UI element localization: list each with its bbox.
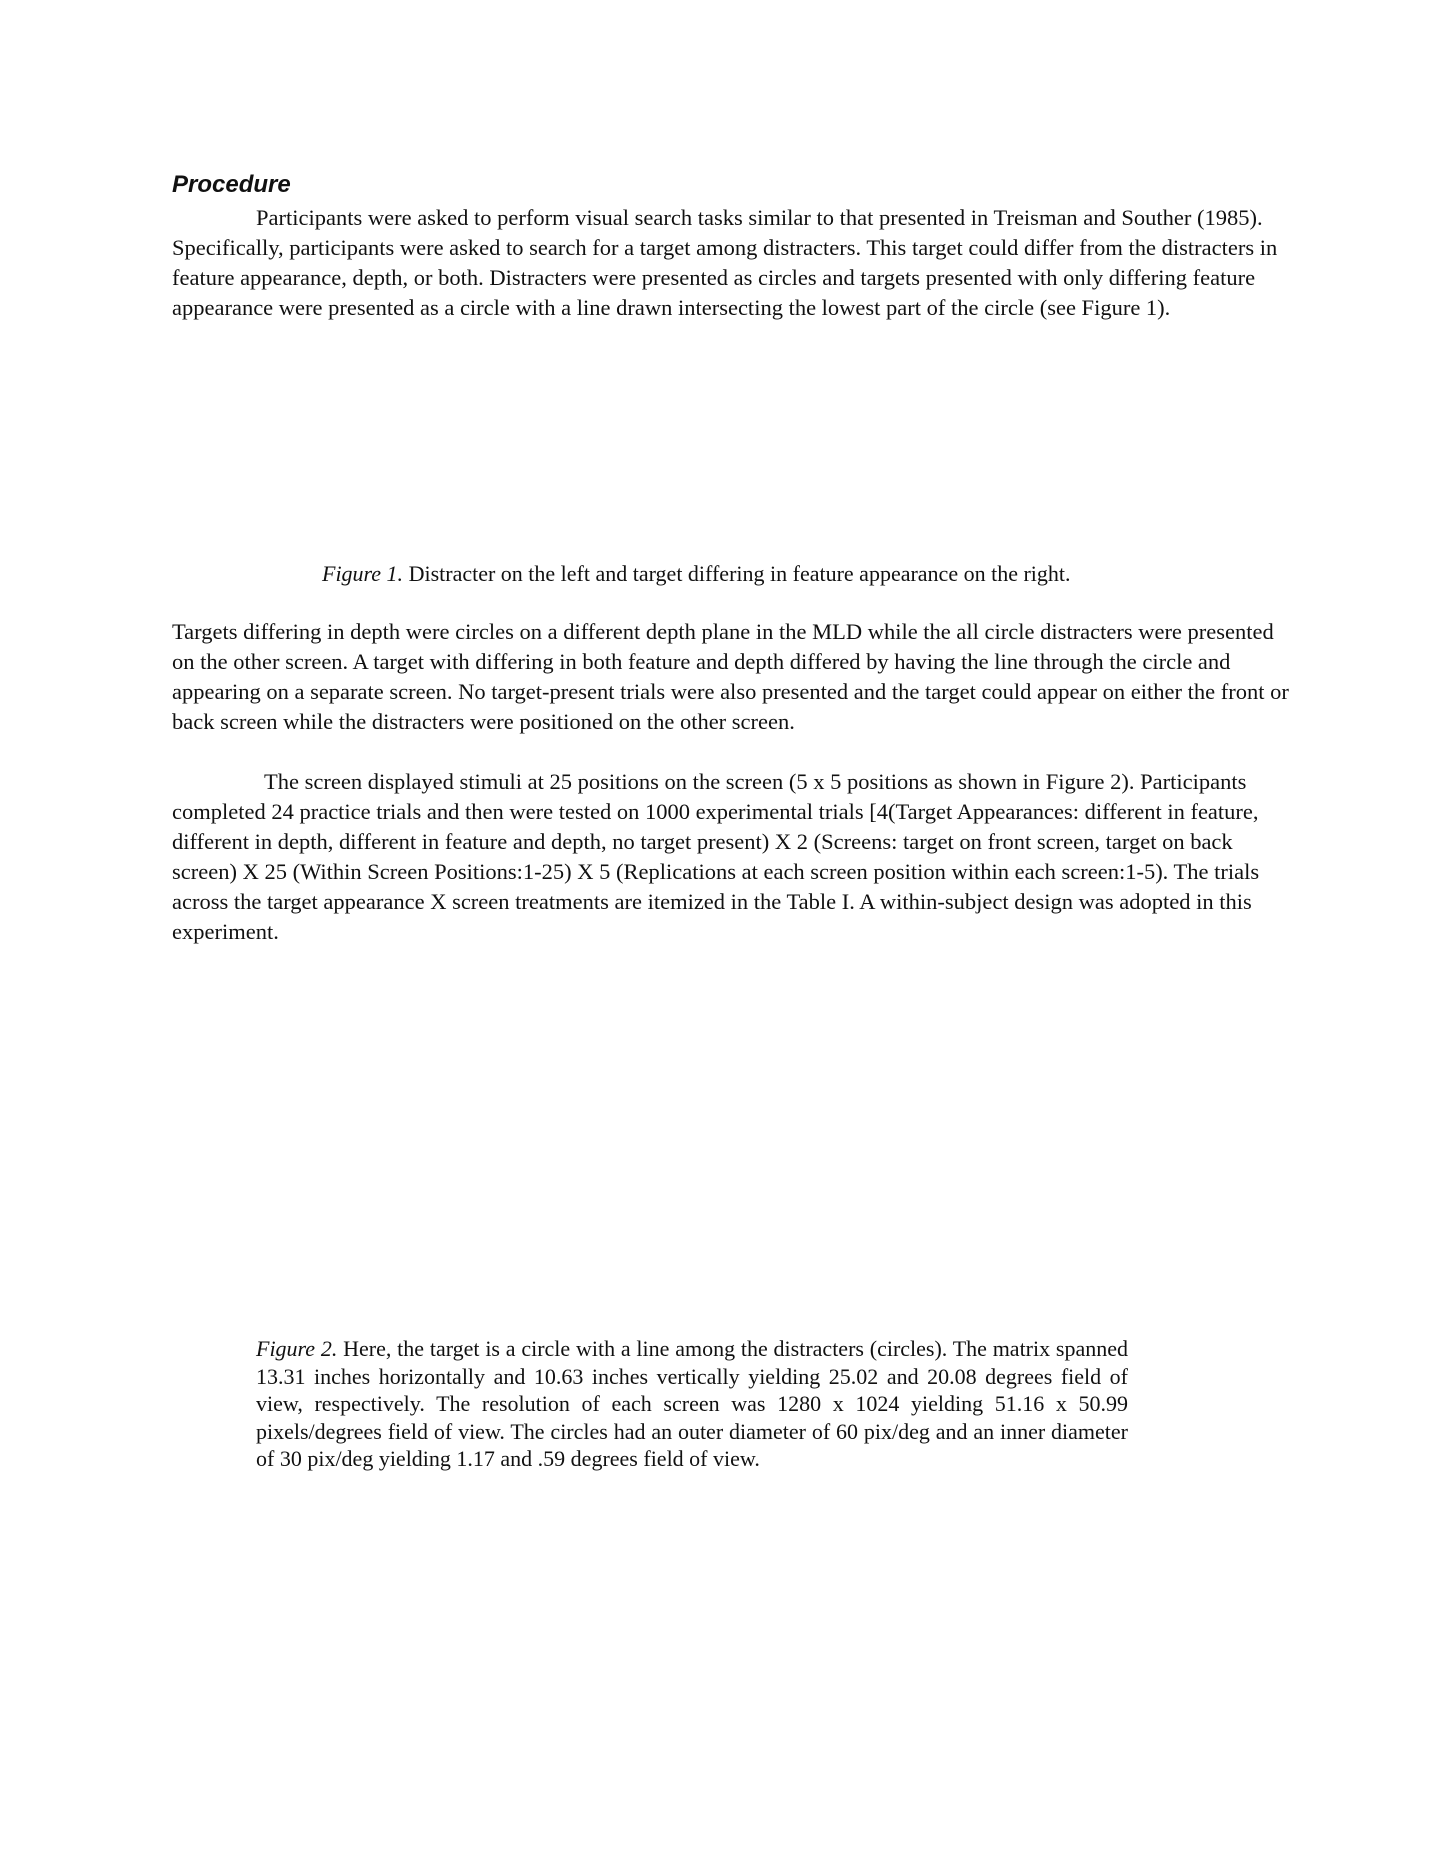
figure-2-distracter-circle [708, 1070, 739, 1101]
figure-2-distracter-circle [643, 1005, 674, 1036]
figure-2-distracter-circle [512, 1265, 543, 1296]
figure-2-distracter-circle [643, 1200, 674, 1231]
paragraph-screen-positions: The screen displayed stimuli at 25 positions on the screen (5 x 5 positions as shown in Figure 2). Participants completed 24 practice trials and then were tested on 1000 experimental trials [4(Target Appearances: different in feature, different in depth, different in feature and depth, no target present) X 2 (Screens: target on front screen, target on back screen) X 25 (Within Screen Positions:1-25) X 5 (Replications at each screen position within each screen:1-5). The trials across the target appearance X screen treatments are itemized in the Table I. A within-subject design was adopted in this experiment. [172, 769, 1260, 944]
figure-2-distracter-circle [512, 1005, 543, 1036]
figure-2-target-circle [577, 1135, 608, 1174]
section-heading: Procedure [172, 171, 291, 198]
figure-2-distracter-circle [512, 1135, 543, 1166]
figure-1-label: Figure 1. [322, 561, 404, 586]
figure-2-distracter-circle [577, 1005, 608, 1036]
figure-2-distracter-circle [708, 1135, 739, 1166]
figure-1-distracter-circle [549, 450, 612, 513]
figure-2-distracter-circle [643, 1265, 674, 1296]
figure-2-caption [256, 1335, 1128, 1473]
figure-2-distracter-circle [643, 1135, 674, 1166]
figure-2-distracter-circle [774, 1070, 805, 1101]
paragraph-procedure-intro: Participants were asked to perform visual search tasks similar to that presented in Treisman and Souther (1985). Specifically, participants were asked to search for a target among distracters. This target could differ from the distracters in feature appearance, depth, or both. Distracters were presented as circles and targets presented with only differing feature appearance were presented as a circle with a line drawn intersecting the lowest part of the circle (see Figure 1). [172, 205, 1278, 320]
figure-2-distracter-circle [512, 1070, 543, 1101]
figure-2-distracter-circle [774, 1265, 805, 1296]
figure-2-distracter-circle [577, 1265, 608, 1296]
figure-1-target-circle-with-line [718, 448, 781, 531]
figure-2-distracter-circle [708, 1265, 739, 1296]
figure-2-caption-text: Here, the target is a circle with a line among the distracters (circles). The matrix spanned 13.31 inches horizontally and 10.63 inches vertically yielding 25.02 and 20.08 degrees field of view, respectively. The resolution of each screen was 1280 x 1024 yielding 51.16 x 50.99 pixels/degrees field of view. The circles had an outer diameter of 60 pix/deg and an inner diameter of 30 pix/deg yielding 1.17 and .59 degrees field of view. [256, 1336, 1129, 1471]
figure-2-distracter-circle [577, 1070, 608, 1101]
figure-2-distracter-circle [643, 1070, 674, 1101]
paragraph-depth-targets: Targets differing in depth were circles on a different depth plane in the MLD while the all circle distracters were presented on the other screen. A target with differing in both feature and depth differed by having the line through the circle and appearing on a separate screen. No target-present trials were also presented and the target could appear on either the front or back screen while the distracters were positioned on the other screen. [172, 619, 1289, 734]
figure-2-distracter-circle [774, 1200, 805, 1231]
figure-2-distracter-circle [774, 1005, 805, 1036]
figure-2-distracter-circle [774, 1135, 805, 1166]
figure-1-caption-text: Distracter on the left and target differing in feature appearance on the right. [403, 561, 1071, 586]
figure-1-caption [322, 560, 1071, 588]
figure-2-distracter-circle [708, 1005, 739, 1036]
figure-2-distracter-circle [577, 1200, 608, 1231]
figure-2-distracter-circle [512, 1200, 543, 1231]
figure-2-distracter-circle [708, 1200, 739, 1231]
figure-2-label: Figure 2. [256, 1336, 338, 1361]
